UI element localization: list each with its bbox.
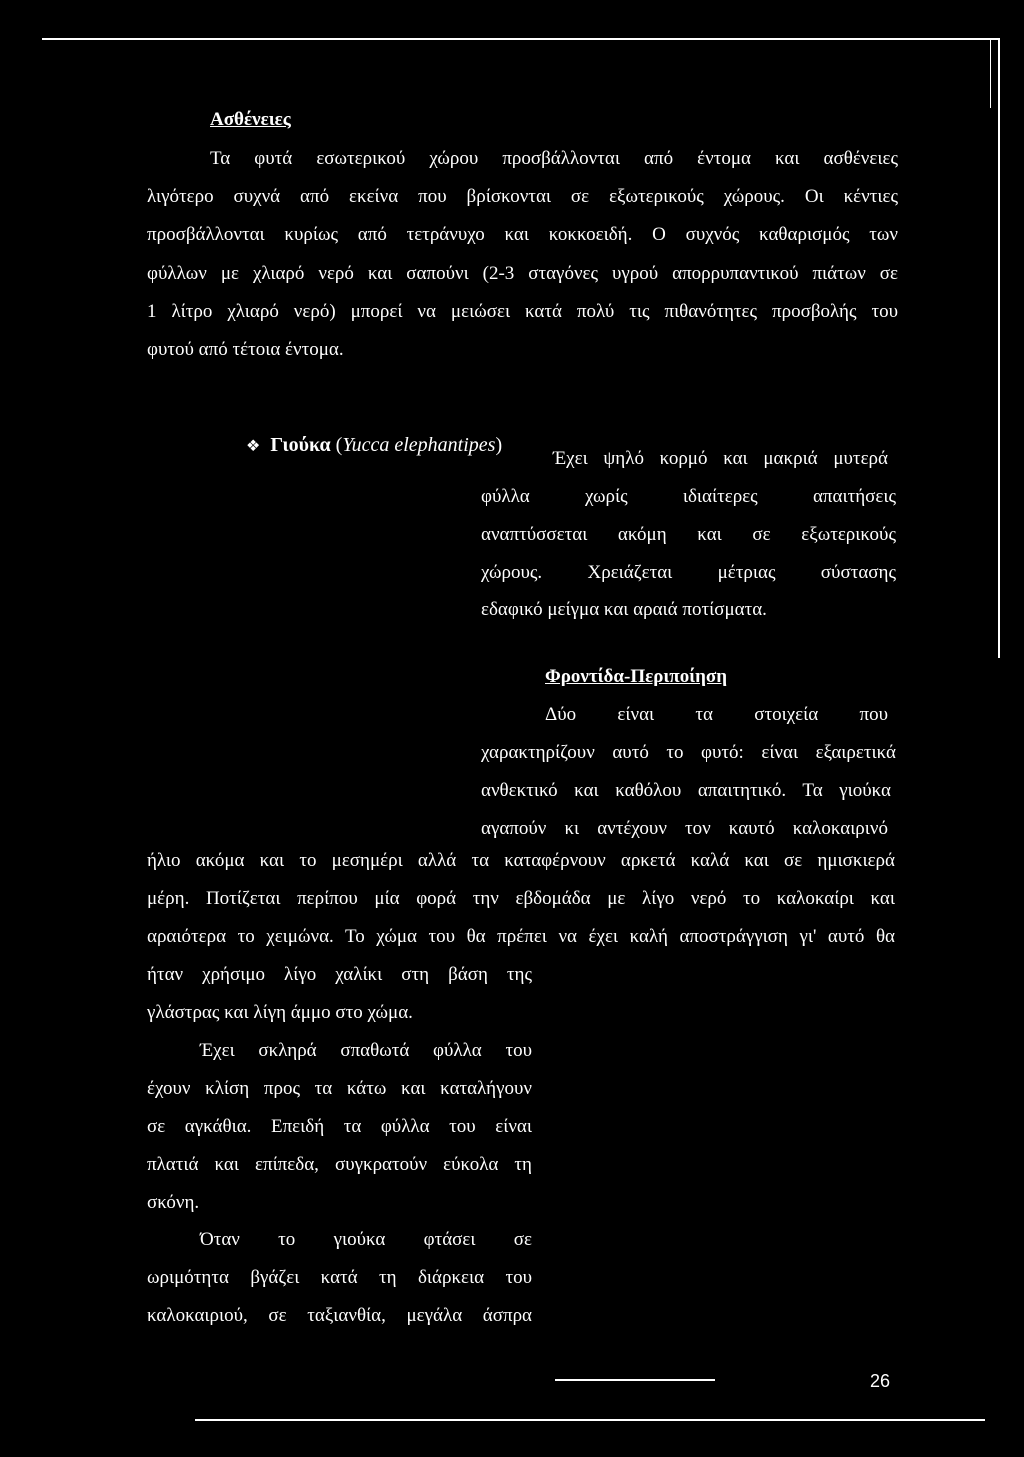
plant-description-line: φύλλα χωρίς ιδιαίτερες απαιτήσεις [481, 486, 896, 507]
care-line: ήταν χρήσιμο λίγο χαλίκι στη βάση της [147, 964, 532, 985]
footer-rule-long [195, 1419, 985, 1421]
plant-latin-open: ( [335, 434, 343, 456]
paragraph-line: φυτού από τέτοια έντομα. [147, 339, 344, 360]
page-frame-top [42, 38, 1000, 40]
heading-care: Φροντίδα-Περιποίηση [545, 666, 728, 687]
care-line: σκόνη. [147, 1192, 200, 1213]
care-line: μέρη. Ποτίζεται περίπου μία φορά την εβδομάδα με λίγο νερό το καλοκαίρι και [147, 888, 895, 909]
plant-description-line: Έχει ψηλό κορμό και μακριά μυτερά [553, 448, 888, 469]
care-line: πλατιά και επίπεδα, συγκρατούν εύκολα τη [147, 1154, 532, 1175]
care-line: έχουν κλίση προς τα κάτω και καταλήγουν [147, 1078, 532, 1099]
care-line: σε αγκάθια. Επειδή τα φύλλα του είναι [147, 1116, 532, 1137]
plant-description-line: χώρους. Χρειάζεται μέτριας σύστασης [481, 562, 896, 583]
care-line: καλοκαιριού, σε ταξιανθία, μεγάλα άσπρα [147, 1305, 532, 1326]
footer-rule-short [555, 1379, 715, 1381]
care-line: Όταν το γιούκα φτάσει σε [200, 1229, 532, 1250]
paragraph-line: προσβάλλονται κυρίως από τετράνυχο και κοκκοειδή. Ο συχνός καθαρισμός των [147, 224, 898, 245]
care-line: Δύο είναι τα στοιχεία που [545, 704, 888, 725]
page-number: 26 [870, 1371, 891, 1391]
plant-title [246, 434, 502, 457]
plant-description-line: αναπτύσσεται ακόμη και σε εξωτερικούς [481, 524, 896, 545]
heading-diseases: Ασθένειες [210, 109, 291, 130]
plant-name: Γιούκα [270, 434, 331, 456]
paragraph-line: λιγότερο συχνά από εκείνα που βρίσκονται σε εξωτερικούς χώρους. Οι κέντιες [147, 186, 898, 207]
care-line: ήλιο ακόμα και το μεσημέρι αλλά τα καταφέρνουν αρκετά καλά και σε ημισκιερά [147, 850, 895, 871]
care-line: ωριμότητα βγάζει κατά τη διάρκεια του [147, 1267, 532, 1288]
care-line: γλάστρας και λίγη άμμο στο χώμα. [147, 1002, 413, 1023]
paragraph-line: Τα φυτά εσωτερικού χώρου προσβάλλονται από έντομα και ασθένειες [210, 148, 898, 169]
plant-latin-name: Yucca elephantipes [342, 434, 496, 456]
care-line: ανθεκτικό και καθόλου απαιτητικό. Τα γιούκα [481, 780, 891, 801]
page-frame-right-inner [990, 38, 991, 108]
plant-description-line: εδαφικό μείγμα και αραιά ποτίσματα. [481, 599, 767, 620]
care-line: Έχει σκληρά σπαθωτά φύλλα του [200, 1040, 532, 1061]
page-frame-right [998, 38, 1000, 658]
diamond-bullet-icon: ❖ [246, 438, 261, 455]
care-line: χαρακτηρίζουν αυτό το φυτό: είναι εξαιρετικά [481, 742, 896, 763]
paragraph-line: 1 λίτρο χλιαρό νερό) μπορεί να μειώσει κατά πολύ τις πιθανότητες προσβολής του [147, 301, 898, 322]
paragraph-line: φύλλων με χλιαρό νερό και σαπούνι (2-3 σταγόνες υγρού απορρυπαντικού πιάτων σε [147, 263, 898, 284]
care-line: αγαπούν κι αντέχουν τον καυτό καλοκαιρινό [481, 818, 888, 839]
care-line: αραιότερα το χειμώνα. Το χώμα του θα πρέπει να έχει καλή αποστράγγιση γι' αυτό θα [147, 926, 895, 947]
plant-latin-close: ) [495, 434, 503, 456]
